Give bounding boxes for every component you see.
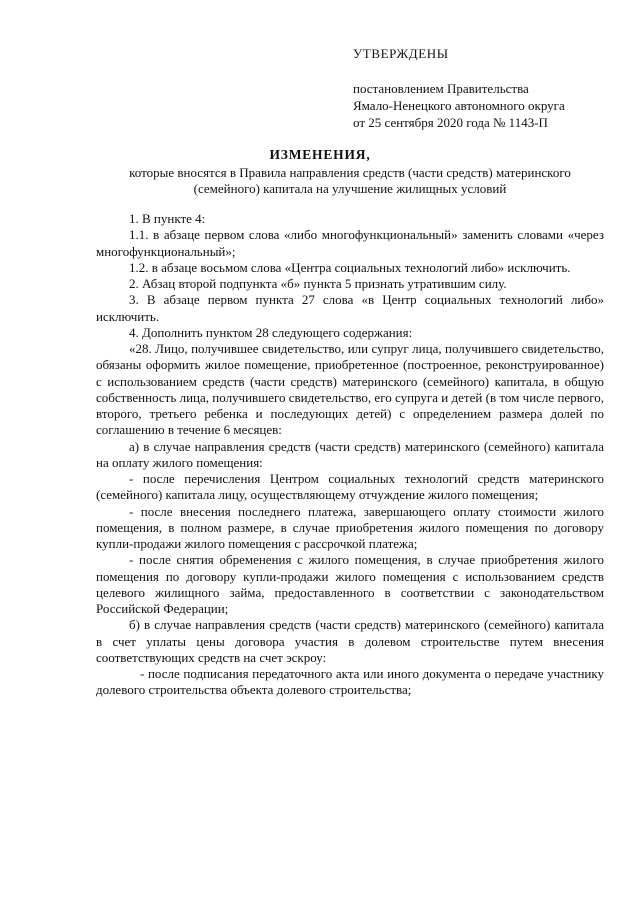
paragraph-1: 1. В пункте 4: xyxy=(129,211,206,226)
paragraph-28: «28. Лицо, получившее свидетельство, или супруг лица, получившего свидетельство, обязаны оформить жилое помещение, приобретенное (построенное, реконструированное) с использованием средств (части средств) материнского (семейного) капитала, в общую собственность лица, получившего свидетельство, его супруга и детей (в том числе первого, второго, третьего ребенка и последующих детей) с определением размера долей по соглашению в течение 6 месяцев: xyxy=(96,341,604,438)
paragraph-1-1: 1.1. в абзаце первом слова «либо многофункциональный» заменить словами «через многофункциональный»; xyxy=(96,227,604,259)
approval-block xyxy=(353,45,623,131)
document-title: ИЗМЕНЕНИЯ, xyxy=(269,147,371,162)
subparagraph-a: а) в случае направления средств (части средств) материнского (семейного) капитала на оплату жилого помещения: xyxy=(96,438,604,470)
paragraph-4: 4. Дополнить пунктом 28 следующего содержания: xyxy=(129,324,413,340)
paragraph-2: 2. Абзац второй подпункта «б» пункта 5 признать утратившим силу. xyxy=(129,276,507,291)
subtitle-line-1: которые вносятся в Правила направления средств (части средств) материнского xyxy=(129,165,571,180)
approval-line-2: Ямало-Ненецкого автономного округа xyxy=(353,98,565,113)
document-subtitle xyxy=(90,165,610,197)
paragraph-3: 3. В абзаце первом пункта 27 слова «в Центр социальных технологий либо» исключить. xyxy=(96,292,604,324)
subparagraph-b: б) в случае направления средств (части средств) материнского (семейного) капитала в счет уплаты цены договора участия в долевом строительстве путем внесения соответствующих средств на счет эскроу: xyxy=(96,617,604,665)
approval-line-3: от 25 сентября 2020 года № 1143-П xyxy=(353,115,548,130)
dash-item-1: - после перечисления Центром социальных технологий средств материнского (семейного) капитала лицу, осуществляющему отчуждение жилого помещения; xyxy=(96,471,604,503)
document-body xyxy=(96,211,604,699)
subtitle-line-2: (семейного) капитала на улучшение жилищных условий xyxy=(193,181,507,196)
approval-heading: УТВЕРЖДЕНЫ xyxy=(353,46,449,61)
approval-line-1: постановлением Правительства xyxy=(353,81,529,96)
paragraph-1-2: 1.2. в абзаце восьмом слова «Центра социальных технологий либо» исключить. xyxy=(129,259,571,275)
dash-item-3: - после снятия обременения с жилого помещения, в случае приобретения жилого помещения по договору купли-продажи жилого помещения с использованием средств целевого жилищного займа, предоставленного в соответствии с законодательством Российской Федерации; xyxy=(96,552,604,616)
dash-item-2: - после внесения последнего платежа, завершающего оплату стоимости жилого помещения, в полном размере, в случае приобретения жилого помещения по договору купли-продажи жилого помещения с рассрочкой платежа; xyxy=(96,503,604,551)
dash-item-4: - после подписания передаточного акта или иного документа о передаче участнику долевого строительства объекта долевого строительства; xyxy=(96,666,604,698)
